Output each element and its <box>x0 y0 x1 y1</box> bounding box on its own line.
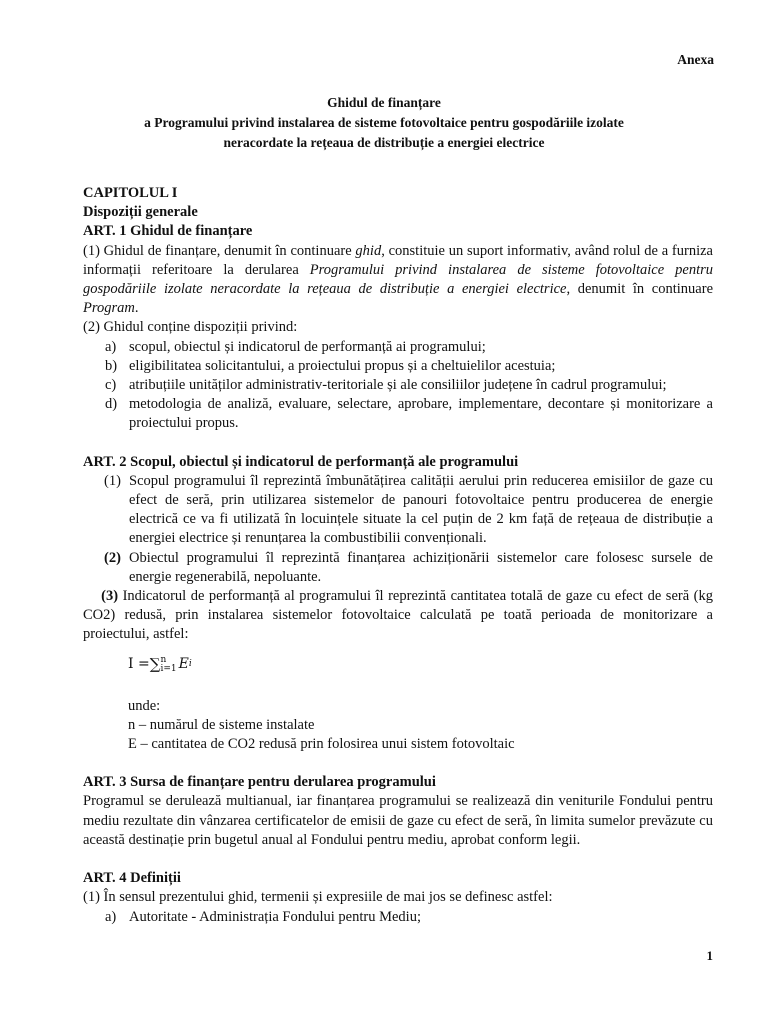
spacer <box>83 685 713 697</box>
art3-paragraph: Programul se derulează multianual, iar finanțarea programului se realizează din veniturile Fondului pentru mediu rezultate din vânzarea certificatelor de emisii de gaze cu efect de seră, în limita sumelor prevăzute cu această destinație prin bugetul anual al Fondului pentru mediu, aprobat conform legii. <box>83 793 713 848</box>
art4-heading: ART. 4 Definiții <box>83 870 181 887</box>
art4-list <box>83 908 713 927</box>
spacer <box>83 754 713 773</box>
list-marker: b) <box>105 357 118 374</box>
art1-paragraph-2: (2) Ghidul conține dispoziții privind: <box>83 319 298 336</box>
document-title <box>0 93 768 153</box>
art4-paragraph-1: (1) În sensul prezentului ghid, termenii și expresiile de mai jos se definesc astfel: <box>83 889 553 906</box>
list-item-text: Scopul programului îl reprezintă îmbunătățirea calității aerului prin reducerea emisiilor de gaze cu efect de seră, prin utilizarea sistemelor de panouri fotovoltaice pentru producerea de energie electrică ce va fi utilizată în locuințele situate la cel puțin de 2 km față de rețeaua de distribuție a energiei electrice și renunțarea la combustibilii convenționali. <box>129 472 713 547</box>
list-item <box>83 357 713 376</box>
list-item <box>83 395 713 433</box>
sum-upper-limit: n <box>160 654 167 665</box>
list-marker: (2) <box>104 549 121 566</box>
list-item-text: Obiectul programului îl reprezintă finanțarea achiziționării sistemelor care folosesc sursele de energie regenerabilă, nepoluante. <box>129 549 713 585</box>
paragraph-marker: (3) <box>101 588 119 605</box>
sum-limits <box>160 656 176 674</box>
formula-where: unde: <box>128 697 161 714</box>
text-run-italic: Program <box>83 300 135 317</box>
list-item-text: atribuțiile unităților administrativ-teritoriale și ale consiliilor județene în cadrul programului; <box>129 377 667 394</box>
text-run-italic: ghid <box>355 242 382 259</box>
text-run: , constituie un suport informativ, având rolul de a furniza informații referitoare la derularea <box>83 242 713 278</box>
formula-definition-e: E – cantitatea de CO2 redusă prin folosirea unui sistem fotovoltaic <box>128 736 515 753</box>
list-item <box>83 472 713 549</box>
list-item <box>83 908 713 927</box>
list-marker: c) <box>105 377 117 394</box>
list-item-text: eligibilitatea solicitantului, a proiectului propus și a cheltuielilor acestuia; <box>129 357 556 374</box>
formula-lhs: I = <box>128 656 150 673</box>
text-run-italic: Programului privind instalarea de sisteme fotovoltaice pentru gospodăriile izolate neracordate la rețeaua de distribuție a energiei electrice <box>83 261 714 298</box>
document-body <box>83 184 713 927</box>
spacer <box>83 850 713 869</box>
list-item <box>83 338 713 357</box>
sum-lower-limit: i=1 <box>160 663 177 674</box>
art2-paragraph-3 <box>83 587 713 645</box>
list-marker: (1) <box>104 472 121 489</box>
formula-term: E <box>178 656 189 673</box>
art1-heading: ART. 1 Ghidul de finanțare <box>83 223 253 240</box>
art3-heading: ART. 3 Sursa de finanțare pentru derularea programului <box>83 774 436 791</box>
art2-heading: ART. 2 Scopul, obiectul și indicatorul de performanță ale programului <box>83 453 519 470</box>
text-run: (1) Ghidul de finanțare, denumit în continuare <box>83 242 356 259</box>
chapter-subtitle: Dispoziții generale <box>83 204 198 221</box>
spacer <box>83 434 713 453</box>
art1-paragraph-1 <box>83 242 713 319</box>
list-marker: a) <box>105 338 117 355</box>
annex-label: Anexa <box>677 52 714 67</box>
list-marker: a) <box>105 908 117 925</box>
list-item-text: metodologia de analiză, evaluare, selectare, aprobare, implementare, decontare și monitorizare a proiectului propus. <box>129 396 713 432</box>
art2-list <box>83 472 713 587</box>
title-line-3: neracordate la rețeaua de distribuție a energiei electrice <box>223 135 545 150</box>
title-line-2: a Programului privind instalarea de sisteme fotovoltaice pentru gospodăriile izolate <box>144 115 624 130</box>
list-item <box>83 376 713 395</box>
formula-term-index: i <box>188 659 192 670</box>
list-item-text: scopul, obiectul și indicatorul de performanță ai programului; <box>129 338 486 355</box>
page-number: 1 <box>706 948 713 963</box>
paragraph-text: Indicatorul de performanță al programului îl reprezintă cantitatea totală de gaze cu efect de seră (kg CO2) redusă, prin instalarea sistemelor fotovoltaice calculată pe toată perioada de monitorizare a proiectului, astfel: <box>83 588 714 643</box>
formula-definition-n: n – numărul de sisteme instalate <box>128 716 315 733</box>
chapter-heading: CAPITOLUL I <box>83 185 178 201</box>
text-run: . <box>134 300 139 317</box>
list-marker: d) <box>105 396 118 413</box>
title-line-1: Ghidul de finanțare <box>327 95 441 110</box>
text-run: , denumit în continuare <box>566 281 714 298</box>
sum-symbol: ∑ <box>149 655 161 674</box>
art1-list <box>83 338 713 434</box>
list-item-text: Autoritate - Administrația Fondului pentru Mediu; <box>129 908 421 925</box>
performance-formula <box>83 645 713 685</box>
list-item <box>83 549 713 587</box>
